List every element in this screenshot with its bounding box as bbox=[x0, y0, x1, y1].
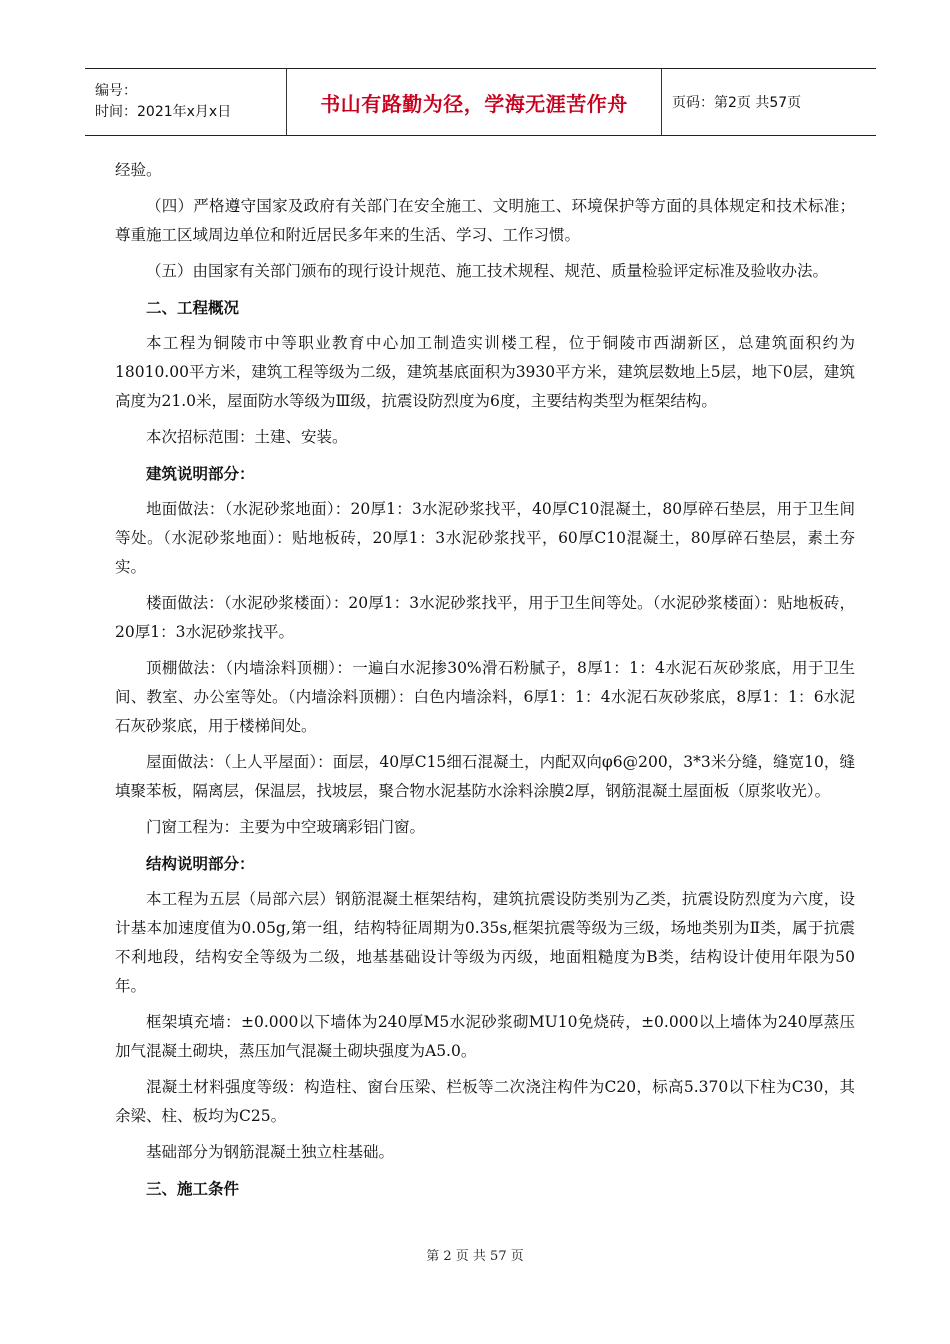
motto-text: 书山有路勤为径，学海无涯苦作舟 bbox=[320, 91, 628, 116]
paragraph: 地面做法：（水泥砂浆地面）：20厚1：3水泥砂浆找平，40厚C10混凝土，80厚碎石垫层，用于卫生间等处。（水泥砂浆地面）：贴地板砖，20厚1：3水泥砂浆找平，60厚C10混凝土，80厚碎石垫层，素土夯实。 bbox=[115, 500, 855, 576]
paragraph: 框架填充墙：±0.000以下墙体为240厚M5水泥砂浆砌MU10免烧砖，±0.000以上墙体为240厚蒸压加气混凝土砌块，蒸压加气混凝土砌块强度为A5.0。 bbox=[115, 1013, 855, 1060]
section-heading: 二、工程概况 bbox=[146, 298, 240, 317]
paragraph: 本工程为五层（局部六层）钢筋混凝土框架结构，建筑抗震设防类别为乙类，抗震设防烈度为六度，设计基本加速度值为0.05g,第一组，结构特征周期为0.35s,框架抗震等级为三级，场地类别为Ⅱ类，属于抗震不利地段，结构安全等级为二级，地基基础设计等级为丙级，地面粗糙度为B类，结构设计使用年限为50年。 bbox=[115, 890, 855, 995]
paragraph: 门窗工程为：主要为中空玻璃彩铝门窗。 bbox=[146, 818, 426, 836]
section-heading: 三、施工条件 bbox=[146, 1179, 240, 1198]
doc-number-label: 编号： bbox=[95, 83, 137, 99]
document-body bbox=[115, 156, 855, 1210]
header-meta bbox=[85, 69, 287, 135]
page-header bbox=[85, 68, 876, 136]
header-page-info bbox=[662, 69, 876, 135]
footer-page-number: 第 2 页 共 57 页 bbox=[426, 1249, 524, 1264]
paragraph: 基础部分为钢筋混凝土独立柱基础。 bbox=[146, 1143, 395, 1161]
paragraph: 本次招标范围：土建、安装。 bbox=[146, 428, 348, 446]
subsection-heading: 建筑说明部分： bbox=[146, 464, 255, 483]
paragraph: （四）严格遵守国家及政府有关部门在安全施工、文明施工、环境保护等方面的具体规定和技术标准；尊重施工区域周边单位和附近居民多年来的生活、学习、工作习惯。 bbox=[115, 197, 855, 244]
paragraph: 本工程为铜陵市中等职业教育中心加工制造实训楼工程，位于铜陵市西湖新区，总建筑面积约为18010.00平方米，建筑工程等级为二级，建筑基底面积为3930平方米，建筑层数地上5层，地下0层，建筑高度为21.0米，屋面防水等级为Ⅲ级，抗震设防烈度为6度，主要结构类型为框架结构。 bbox=[115, 334, 855, 410]
page-footer bbox=[0, 1245, 950, 1264]
paragraph: 顶棚做法：（内墙涂料顶棚）：一遍白水泥掺30%滑石粉腻子，8厚1：1：4水泥石灰砂浆底，用于卫生间、教室、办公室等处。（内墙涂料顶棚）：白色内墙涂料，6厚1：1：4水泥石灰砂浆底，8厚1：1：6水泥石灰砂浆底，用于楼梯间处。 bbox=[115, 659, 855, 735]
paragraph: 屋面做法：（上人平屋面）：面层，40厚C15细石混凝土，内配双向φ6@200，3*3米分缝，缝宽10，缝填聚苯板，隔离层，保温层，找坡层，聚合物水泥基防水涂料涂膜2厚，钢筋混凝土屋面板（原浆收光）。 bbox=[115, 753, 855, 800]
paragraph: 混凝土材料强度等级：构造柱、窗台压梁、栏板等二次浇注构件为C20，标高5.370以下柱为C30，其余梁、柱、板均为C25。 bbox=[115, 1078, 855, 1125]
doc-date-label: 时间：2021年x月x日 bbox=[95, 104, 232, 120]
page-number-label: 页码：第2页 共57页 bbox=[672, 95, 802, 111]
header-motto bbox=[287, 69, 662, 135]
paragraph: 楼面做法：（水泥砂浆楼面）：20厚1：3水泥砂浆找平，用于卫生间等处。（水泥砂浆楼面）：贴地板砖，20厚1：3水泥砂浆找平。 bbox=[115, 594, 855, 641]
paragraph: （五）由国家有关部门颁布的现行设计规范、施工技术规程、规范、质量检验评定标准及验收办法。 bbox=[146, 262, 829, 280]
subsection-heading: 结构说明部分： bbox=[146, 854, 255, 873]
paragraph: 经验。 bbox=[115, 161, 162, 179]
